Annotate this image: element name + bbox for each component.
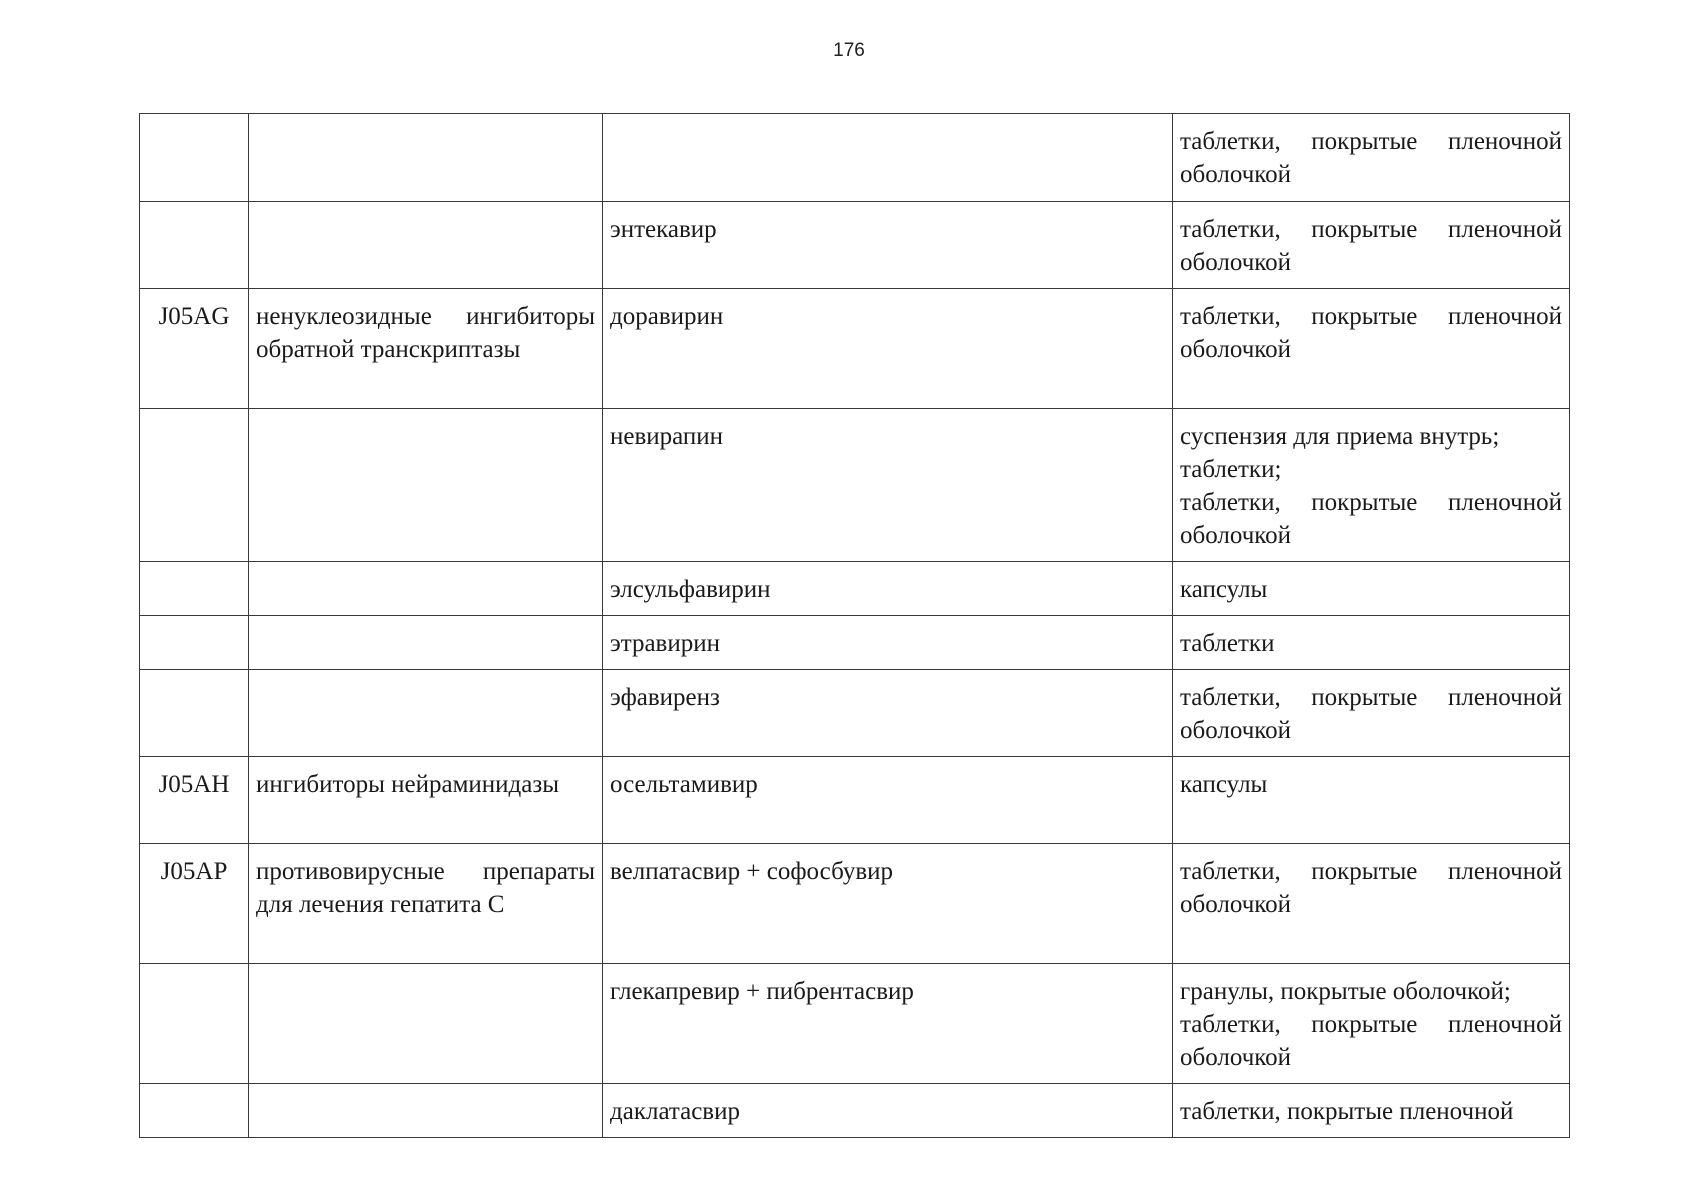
drug-name-cell: осельтамивир	[603, 757, 1173, 844]
dosage-form-cell	[1173, 409, 1570, 562]
drug-name-cell: этравирин	[603, 616, 1173, 670]
drug-name-cell: невирапин	[603, 409, 1173, 562]
page-number: 176	[833, 40, 865, 61]
table-row	[140, 289, 1570, 409]
dosage-form-cell	[1173, 844, 1570, 964]
atc-code-cell	[140, 964, 249, 1084]
table-row	[140, 202, 1570, 289]
table-row	[140, 964, 1570, 1084]
drug-name-cell	[603, 114, 1173, 202]
table-row	[140, 1084, 1570, 1138]
drug-name-cell: эфавиренз	[603, 670, 1173, 757]
dosage-form-cell	[1173, 289, 1570, 409]
atc-code-cell	[140, 670, 249, 757]
drug-group-cell	[249, 114, 603, 202]
drug-group-cell	[249, 562, 603, 616]
drug-group-cell	[249, 202, 603, 289]
atc-code-cell	[140, 409, 249, 562]
dosage-form-cell	[1173, 757, 1570, 844]
dosage-form-line: таблетки, покрытые пленочной оболочкой	[1180, 1011, 1569, 1071]
dosage-form-cell	[1173, 1084, 1570, 1138]
drug-group-cell: противовирусные препараты для лечения гепатита С	[249, 844, 603, 964]
dosage-form-line: суспензия для приема внутрь;	[1180, 423, 1500, 450]
dosage-form-line: гранулы, покрытые оболочкой;	[1180, 978, 1511, 1005]
dosage-form-cell	[1173, 670, 1570, 757]
atc-code-cell	[140, 114, 249, 202]
drug-group-cell	[249, 616, 603, 670]
dosage-form-cell	[1173, 114, 1570, 202]
dosage-form-line: таблетки, покрытые пленочной оболочкой	[1180, 303, 1569, 363]
atc-code-cell: J05AP	[140, 844, 249, 964]
table-row	[140, 757, 1570, 844]
dosage-form-line: капсулы	[1180, 771, 1268, 798]
table-body	[140, 114, 1570, 1138]
table-row	[140, 409, 1570, 562]
dosage-form-line: таблетки, покрытые пленочной оболочкой	[1180, 216, 1569, 276]
dosage-form-line: таблетки, покрытые пленочной оболочкой	[1180, 684, 1569, 744]
drug-group-cell	[249, 964, 603, 1084]
drug-name-cell: элсульфавирин	[603, 562, 1173, 616]
dosage-form-line: таблетки;	[1180, 456, 1282, 483]
table-row	[140, 616, 1570, 670]
dosage-form-line: капсулы	[1180, 576, 1268, 603]
dosage-form-line: таблетки, покрытые пленочной оболочкой	[1180, 858, 1569, 918]
drug-name-cell: энтекавир	[603, 202, 1173, 289]
table-row	[140, 562, 1570, 616]
atc-code-cell: J05AG	[140, 289, 249, 409]
drug-group-cell	[249, 670, 603, 757]
drug-name-cell: велпатасвир + софосбувир	[603, 844, 1173, 964]
dosage-form-cell	[1173, 616, 1570, 670]
dosage-form-cell	[1173, 202, 1570, 289]
dosage-form-line: таблетки, покрытые пленочной оболочкой	[1180, 128, 1569, 188]
atc-code-cell	[140, 562, 249, 616]
dosage-form-cell	[1173, 562, 1570, 616]
drug-group-cell: ингибиторы нейраминидазы	[249, 757, 603, 844]
dosage-form-line: таблетки	[1180, 630, 1275, 657]
atc-code-cell	[140, 202, 249, 289]
atc-code-cell: J05AH	[140, 757, 249, 844]
table-row	[140, 844, 1570, 964]
drug-name-cell: глекапревир + пибрентасвир	[603, 964, 1173, 1084]
drug-group-cell: ненуклеозидные ингибиторы обратной транскриптазы	[249, 289, 603, 409]
drug-table	[139, 113, 1570, 1138]
dosage-form-line: таблетки, покрытые пленочной оболочкой	[1180, 489, 1569, 549]
drug-group-cell	[249, 1084, 603, 1138]
atc-code-cell	[140, 616, 249, 670]
drug-name-cell: доравирин	[603, 289, 1173, 409]
dosage-form-line: таблетки, покрытые пленочной	[1180, 1098, 1514, 1125]
drug-group-cell	[249, 409, 603, 562]
table-row	[140, 670, 1570, 757]
dosage-form-cell	[1173, 964, 1570, 1084]
table-row	[140, 114, 1570, 202]
atc-code-cell	[140, 1084, 249, 1138]
drug-name-cell: даклатасвир	[603, 1084, 1173, 1138]
